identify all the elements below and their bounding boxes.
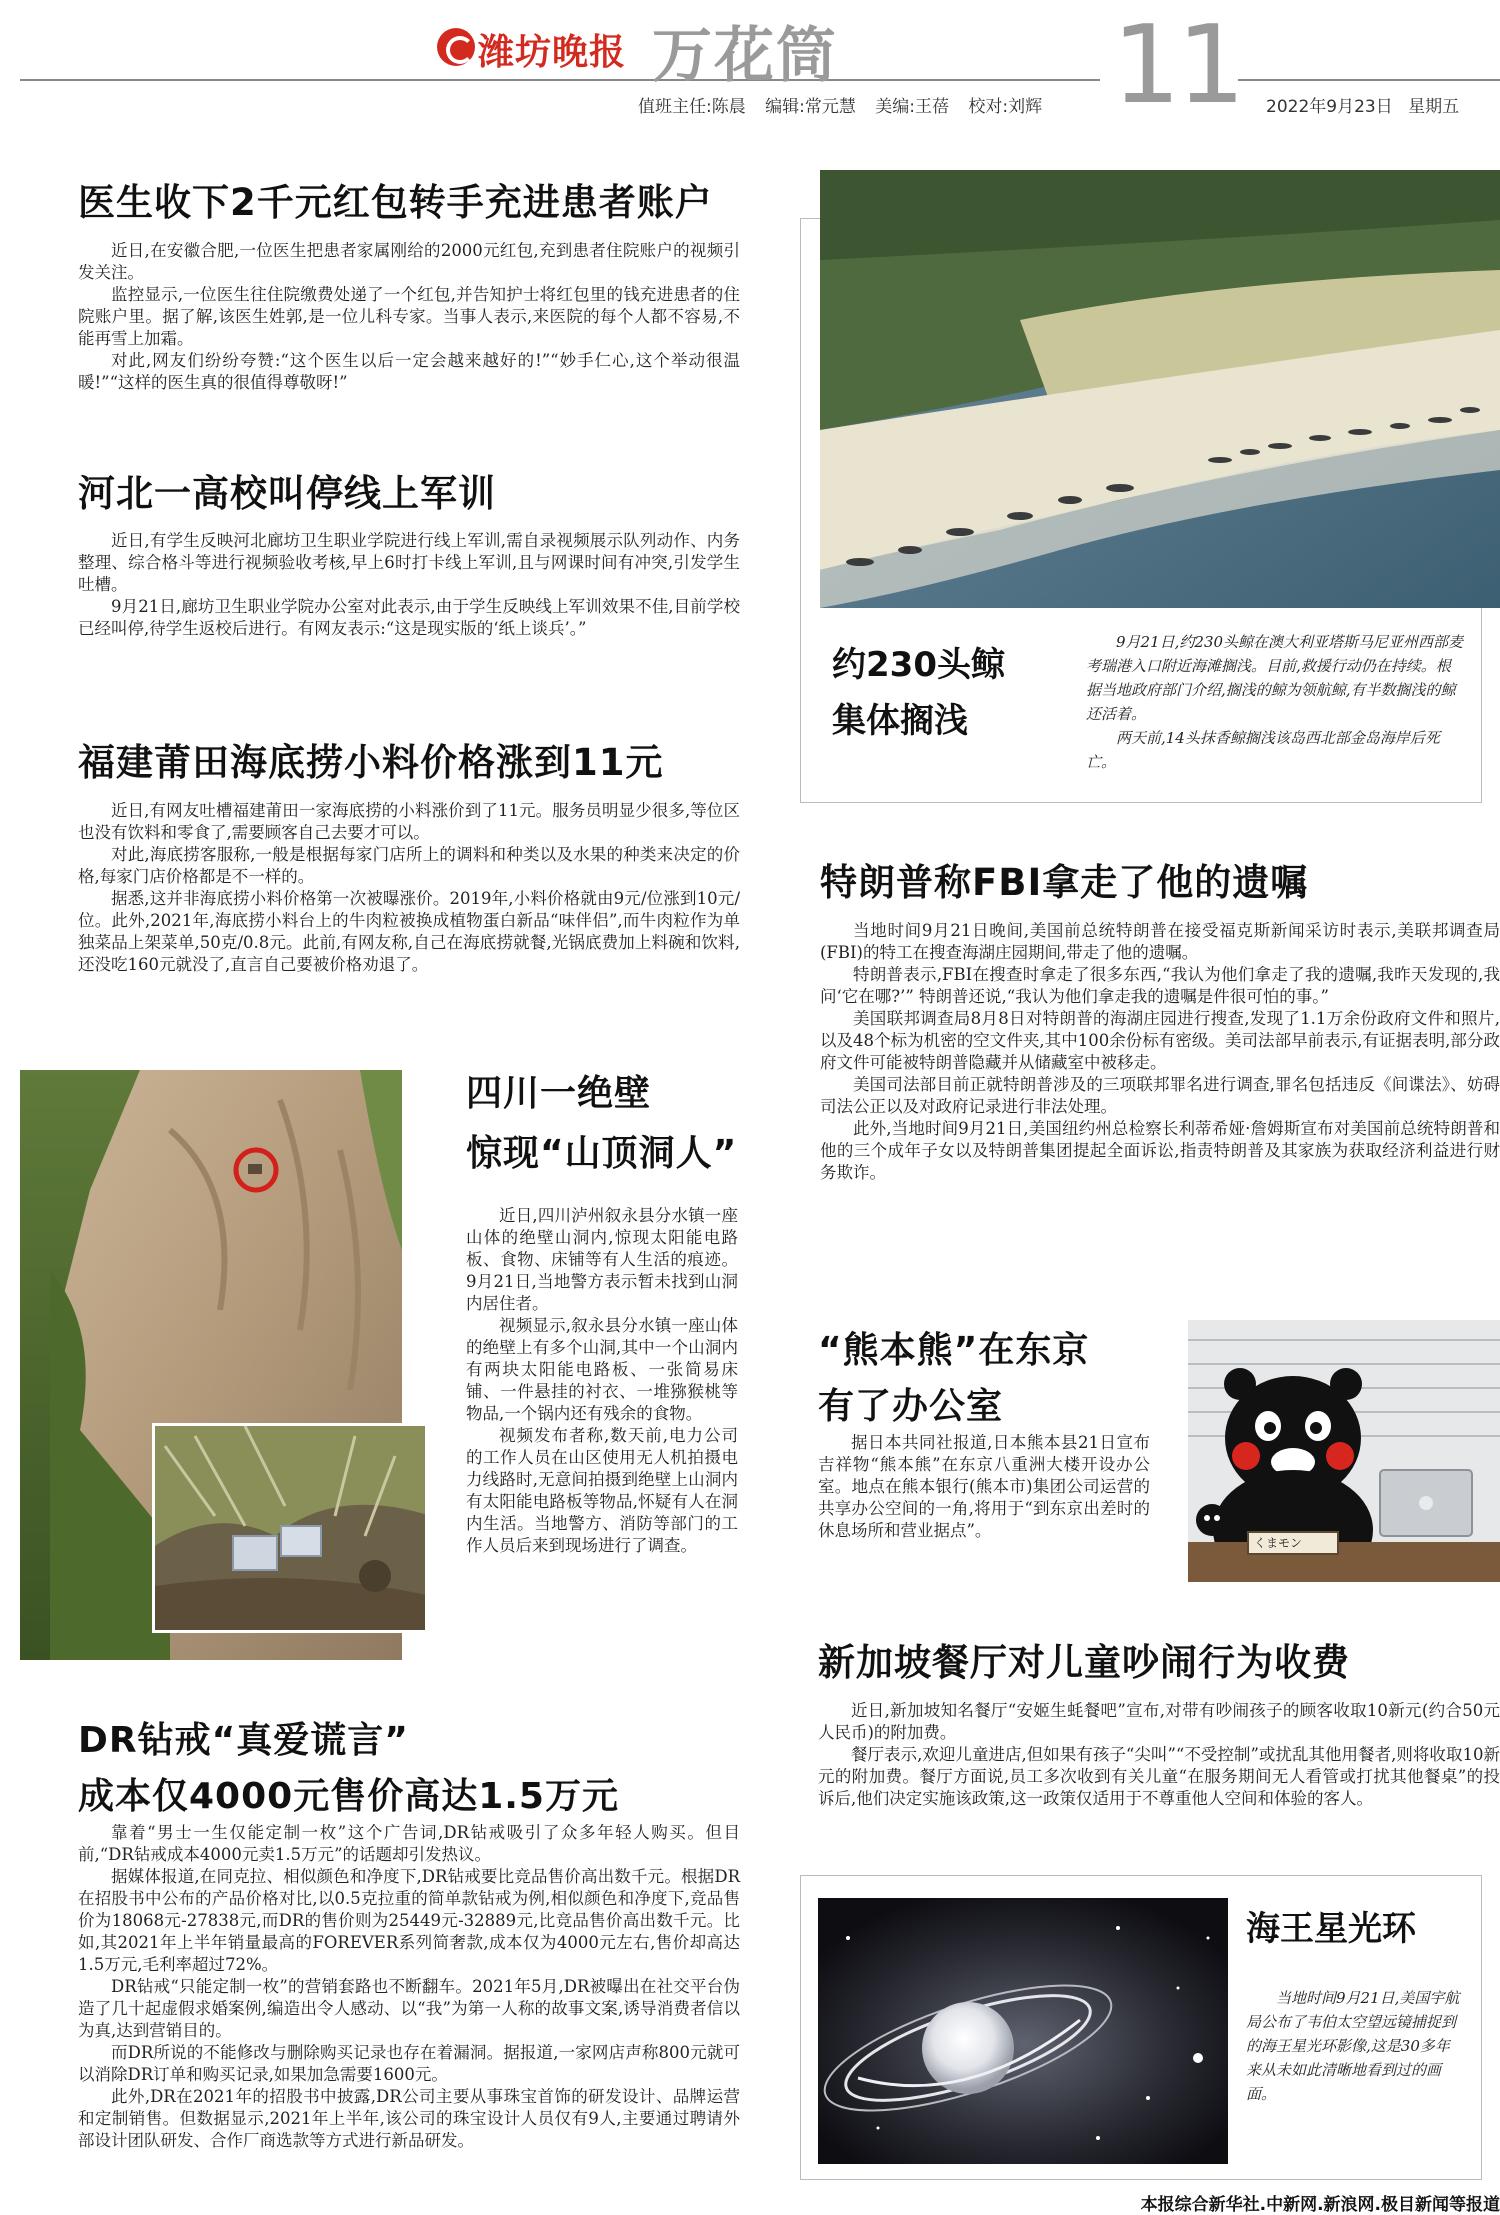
paragraph: 对此,网友们纷纷夸赞:“这个医生以后一定会越来越好的!”“妙手仁心,这个举动很温暖!”“这样的医生真的很值得尊敬呀!”: [78, 351, 740, 392]
paragraph: 9月21日,廊坊卫生职业学院办公室对此表示,由于学生反映线上军训效果不佳,目前学校已经叫停,待学生返校后进行。有网友表示:“这是现实版的‘纸上谈兵’。”: [78, 597, 740, 638]
paragraph: 近日,有学生反映河北廊坊卫生职业学院进行线上军训,需自录视频展示队列动作、内务整理、综合格斗等进行视频验收考核,早上6时打卡线上军训,且与网课时间有冲突,引发学生吐槽。: [78, 531, 740, 594]
credit-duty: 值班主任:陈晨: [638, 97, 746, 117]
page-number: 11: [1112, 3, 1242, 128]
paragraph: 据日本共同社报道,日本熊本县21日宣布吉祥物“熊本熊”在东京八重洲大楼开设办公室。地点在熊本银行(熊本市)集团公司运营的共享办公空间的一角,将用于“到东京出差时的休息场所和营业据点”。: [818, 1433, 1150, 1540]
weekday-text: 星期五: [1408, 97, 1460, 117]
article-haidilao-body: [78, 800, 740, 976]
neptune-title: 海王星光环: [1246, 1909, 1416, 1949]
kumamon-desk-sign: くまモン: [1254, 1536, 1303, 1550]
credit-proof: 校对:刘辉: [968, 97, 1043, 117]
paragraph: 靠着“男士一生仅能定制一枚”这个广告词,DR钻戒吸引了众多年轻人购买。但目前,“DR钻戒成本4000元卖1.5万元”的话题却引发热议。: [78, 1823, 740, 1864]
paragraph: 据悉,这并非海底捞小料价格第一次被曝涨价。2019年,小料价格就由9元/位涨到10元/位。此外,2021年,海底捞小料台上的牛肉粒被换成植物蛋白新品“味伴侣”,而牛肉粒作为单独菜品上架菜单,50克/0.8元。此前,有网友称,自己在海底捞就餐,光锅底费加上料碗和饮料,还没吃160元就没了,直言自己要被价格劝退了。: [78, 889, 740, 974]
newspaper-name: 潍坊晚报: [478, 32, 627, 73]
headline-kumamon-line1: “熊本熊”在东京: [818, 1330, 1090, 1371]
whale-title-line1: 约230头鲸: [832, 645, 1005, 685]
header-rule-left: [20, 79, 1100, 81]
header-rule-right: [1238, 79, 1500, 81]
neptune-illustration: [818, 1898, 1228, 2164]
date-text: 2022年9月23日: [1266, 97, 1393, 117]
whale-photo: [820, 170, 1500, 608]
paragraph: 近日,四川泸州叙永县分水镇一座山体的绝壁山洞内,惊现太阳能电路板、食物、床铺等有人生活的痕迹。9月21日,当地警方表示暂未找到山洞内居住者。: [466, 1206, 738, 1313]
neptune-photo: [818, 1898, 1228, 2164]
article-trump-body: [820, 920, 1500, 1184]
paragraph: 9月21日,约230头鲸在澳大利亚塔斯马尼亚州西部麦考瑞港入口附近海滩搁浅。目前,救援行动仍在持续。根据当地政府部门介绍,搁浅的鲸为领航鲸,有半数搁浅的鲸还活着。: [1086, 633, 1464, 723]
kumamon-photo: [1188, 1320, 1500, 1582]
section-title: 万花筒: [652, 21, 838, 91]
paragraph: 当地时间9月21日晚间,美国前总统特朗普在接受福克斯新闻采访时表示,美联邦调查局(FBI)的特工在搜查海湖庄园期间,带走了他的遗嘱。: [820, 921, 1500, 962]
cave-inset-photo: [152, 1423, 428, 1633]
paragraph: 此外,DR在2021年的招股书中披露,DR公司主要从事珠宝首饰的研发设计、品牌运营和定制销售。但数据显示,2021年上半年,该公司的珠宝设计人员仅有9人,主要通过聘请外部设计团队研发、合作厂商选款等方式进行新品研发。: [78, 2087, 740, 2150]
credit-editor: 编辑:常元慧: [765, 97, 856, 117]
article-cave-body: [466, 1205, 738, 1557]
headline-dr-line2: 成本仅4000元售价高达1.5万元: [78, 1776, 619, 1817]
paragraph: 近日,在安徽合肥,一位医生把患者家属刚给的2000元红包,充到患者住院账户的视频引发关注。: [78, 241, 740, 282]
headline-cave-line2: 惊现“山顶洞人”: [466, 1133, 738, 1174]
article-training-body: [78, 530, 740, 640]
paragraph: 当地时间9月21日,美国宇航局公布了韦伯太空望远镜捕捉到的海王星光环影像,这是30多年来从未如此清晰地看到过的画面。: [1246, 1989, 1460, 2103]
article-singapore-body: [818, 1700, 1500, 1810]
headline-doctor: 医生收下2千元红包转手充进患者账户: [78, 181, 713, 224]
article-doctor-body: [78, 240, 740, 394]
headline-trump: 特朗普称FBI拿走了他的遗嘱: [820, 861, 1309, 904]
credit-art: 美编:王蓓: [875, 97, 950, 117]
paragraph: 此外,当地时间9月21日,美国纽约州总检察长利蒂希娅·詹姆斯宣布对美国前总统特朗普和他的三个成年子女以及特朗普集团提起全面诉讼,指责特朗普及其家族为获取经济利益进行财务欺诈。: [820, 1119, 1500, 1182]
cave-interior-illustration: [155, 1426, 428, 1633]
paragraph: 两天前,14头抹香鲸搁浅该岛西北部金岛海岸后死亡。: [1086, 729, 1440, 771]
editor-credits: [638, 92, 1056, 117]
article-kumamon-body: [818, 1432, 1150, 1542]
paragraph: 美国联邦调查局8月8日对特朗普的海湖庄园进行搜查,发现了1.1万余份政府文件和照片,以及48个标为机密的空文件夹,其中100余份标有密级。美司法部早前表示,有证据表明,部分政府文件可能被特朗普隐藏并从储藏室中被移走。: [820, 1009, 1500, 1072]
beach-illustration: [820, 170, 1500, 608]
headline-cave-line1: 四川一绝壁: [466, 1073, 652, 1114]
paragraph: DR钻戒“只能定制一枚”的营销套路也不断翻车。2021年5月,DR被曝出在社交平台伪造了几十起虚假求婚案例,编造出令人感动、以“我”为第一人称的故事文案,诱导消费者信以为真,达到营销目的。: [78, 1977, 740, 2040]
paragraph: 特朗普表示,FBI在搜查时拿走了很多东西,“我认为他们拿走了我的遗嘱,我昨天发现的,我问‘它在哪?’” 特朗普还说,“我认为他们拿走我的遗嘱是件很可怕的事。”: [820, 965, 1500, 1006]
article-dr-body: [78, 1822, 740, 2152]
source-credit: 本报综合新华社.中新网.新浪网.极目新闻等报道: [1140, 2195, 1500, 2215]
paragraph: 近日,有网友吐槽福建莆田一家海底捞的小料涨价到了11元。服务员明显少很多,等位区也没有饮料和零食了,需要顾客自己去要才可以。: [78, 801, 740, 842]
paragraph: 视频发布者称,数天前,电力公司的工作人员在山区使用无人机拍摄电力线路时,无意间拍摄到绝壁上山洞内有太阳能电路板等物品,怀疑有人在洞内生活。当地警方、消防等部门的工作人员后来到现场进行了调查。: [466, 1426, 738, 1555]
paragraph: 近日,新加坡知名餐厅“安姬生蚝餐吧”宣布,对带有吵闹孩子的顾客收取10新元(约合50元人民币)的附加费。: [818, 1701, 1500, 1742]
paragraph: 而DR所说的不能修改与删除购买记录也存在着漏洞。据报道,一家网店声称800元就可以消除DR订单和购买记录,如果加急需要1600元。: [78, 2043, 740, 2084]
paragraph: 对此,海底捞客服称,一般是根据每家门店所上的调料和种类以及水果的种类来决定的价格,每家门店价格都是不一样的。: [78, 845, 740, 886]
whale-caption-text: [1086, 630, 1464, 774]
headline-haidilao: 福建莆田海底捞小料价格涨到11元: [78, 741, 664, 784]
whale-title-line2: 集体搁浅: [832, 701, 968, 741]
paragraph: 美国司法部目前正就特朗普涉及的三项联邦罪名进行调查,罪名包括违反《间谍法》、妨碍司法公正以及对政府记录进行非法处理。: [820, 1075, 1500, 1116]
newspaper-logo-icon: [437, 28, 475, 66]
headline-military-training: 河北一高校叫停线上军训: [78, 472, 496, 515]
headline-kumamon-line2: 有了办公室: [818, 1386, 1004, 1427]
headline-dr-line1: DR钻戒“真爱谎言”: [78, 1720, 409, 1761]
paragraph: 视频显示,叙永县分水镇一座山体的绝壁上有多个山洞,其中一个山洞内有两块太阳能电路板、一张简易床铺、一件悬挂的衬衣、一堆猕猴桃等物品,一个锅内还有残余的食物。: [466, 1316, 738, 1423]
neptune-caption-text: [1246, 1986, 1464, 2106]
headline-singapore: 新加坡餐厅对儿童吵闹行为收费: [818, 1641, 1350, 1684]
issue-date: [1266, 92, 1469, 117]
paragraph: 据媒体报道,在同克拉、相似颜色和净度下,DR钻戒要比竞品售价高出数千元。根据DR在招股书中公布的产品价格对比,以0.5克拉重的简单款钻戒为例,相似颜色和净度下,竞品售价为18068元-27838元,而DR的售价则为25449元-32889元,比竞品售价高出数千元。比如,其2021年上半年销量最高的FOREVER系列简奢款,成本仅为4000元左右,售价却高达1.5万元,毛利率超过72%。: [78, 1867, 740, 1974]
paragraph: 餐厅表示,欢迎儿童进店,但如果有孩子“尖叫”“不受控制”或扰乱其他用餐者,则将收取10新元的附加费。餐厅方面说,员工多次收到有关儿童“在服务期间无人看管或打扰其他餐桌”的投诉后,他们决定实施该政策,这一政策仅适用于不尊重他人空间和体验的客人。: [818, 1745, 1500, 1808]
kumamon-illustration: [1188, 1320, 1500, 1582]
paragraph: 监控显示,一位医生往住院缴费处递了一个红包,并告知护士将红包里的钱充进患者的住院账户里。据了解,该医生姓郭,是一位儿科专家。当事人表示,来医院的每个人都不容易,不能再雪上加霜。: [78, 285, 740, 348]
